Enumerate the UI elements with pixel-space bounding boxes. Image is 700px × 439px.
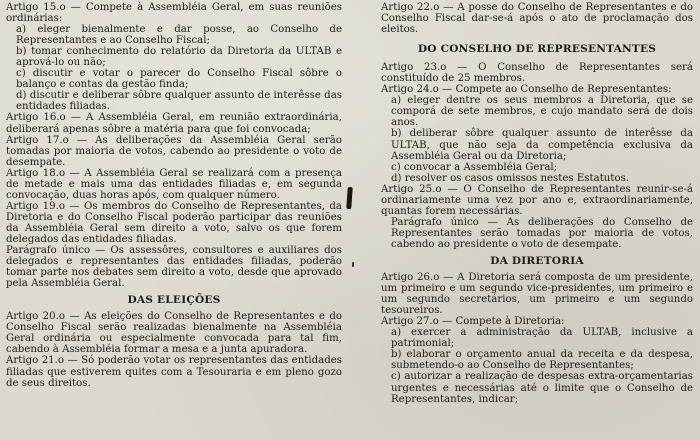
paragraph: Artigo 23.o — O Conselho de Representantes será constituído de 25 membros. bbox=[381, 62, 693, 85]
paragraph: b) deliberar sôbre qualquer assunto de interêsse da ULTAB, que não seja da competência exclusiva da Assembléia Geral ou da Diretoria; bbox=[391, 128, 693, 162]
paragraph: b) elaborar o orçamento anual da receita e da despesa, submetendo-o ao Conselho de Representantes; bbox=[391, 349, 693, 372]
paragraph: d) resolver os casos omissos nestes Estatutos. bbox=[391, 172, 630, 184]
section-heading: DA DIRETORIA bbox=[490, 254, 584, 267]
paragraph: Artigo 22.o — A posse do Conselho de Representantes e do Conselho Fiscal dar-se-á após o ato de proclamação dos eleitos. bbox=[381, 2, 693, 36]
paragraph: a) eleger bienalmente e dar posse, ao Conselho de Representantes e ao Conselho Fiscal; bbox=[16, 24, 342, 47]
paragraph: Artigo 20.o — As eleições do Conselho de Representantes e do Conselho Fiscal serão realizadas bienalmente na Assembléia Geral ordinária ou especialmente convocada para tal fim, cabendo à Assembléia formar a mesa e a junta apuradora. bbox=[6, 311, 342, 356]
paragraph: Artigo 27.o — Compete à Diretoria: bbox=[381, 316, 565, 328]
paragraph: d) discutir e deliberar sôbre qualquer assunto de interêsse das entidades filiadas. bbox=[16, 90, 342, 113]
paragraph: Artigo 21.o — Só poderão votar os representantes das entidades filiadas que estiverem quites com a Tesouraria e em pleno gozo de seus direitos. bbox=[6, 355, 342, 389]
paragraph: c) autorizar a realização de despesas extra-orçamentarias urgentes e necessárias até o limite que o Conselho de Representantes, indicar; bbox=[391, 371, 693, 405]
paragraph: Artigo 19.o — Os membros do Conselho de Representantes, da Diretoria e do Conselho Fiscal poderão participar das reuniões da Assembléia Geral sem direito a voto, salvo os que forem delegados das entidades filiadas. bbox=[6, 200, 342, 245]
left-column bbox=[6, 2, 342, 389]
ink-blot bbox=[346, 187, 353, 209]
paragraph: Artigo 15.o — Compete à Assembléia Geral, em suas reuniões ordinárias: bbox=[6, 2, 342, 25]
paragraph: a) exercer a administração da ULTAB, inclusive a patrimonial; bbox=[391, 327, 693, 350]
paragraph: Artigo 24.o — Compete ao Conselho de Representantes: bbox=[381, 84, 672, 96]
paragraph: Parágrafo único — Os assessôres, consultores e auxiliares dos delegados e representantes das entidades filiadas, poderão tomar parte nos debates sem direito a voto, desde que aprovado pela Assembléia Geral. bbox=[6, 245, 342, 290]
ink-speck bbox=[352, 262, 354, 267]
paragraph: Parágrafo único — As deliberações do Conselho de Representantes serão tomadas por maioria de votos, cabendo ao presidente o voto de desempate. bbox=[391, 216, 693, 250]
right-column bbox=[381, 2, 693, 405]
section-heading: DO CONSELHO DE REPRESENTANTES bbox=[417, 43, 657, 56]
paragraph: a) eleger dentre os seus membros a Diretoria, que se comporá de sete membros, e cujo mandato será de dois anos. bbox=[391, 95, 693, 129]
paragraph: Artigo 18.o — A Assembléia Geral se realizará com a presença de metade e mais uma das entidades filiadas e, em segunda convocação, duas horas após, com qualquer número. bbox=[6, 167, 342, 201]
paragraph: Artigo 25.o — O Conselho de Representantes reunir-se-á ordinariamente uma vez por ano e, extraordinariamente, quantas forem necessárias. bbox=[381, 183, 693, 217]
paragraph: Artigo 26.o — A Diretoria será composta de um presidente, um primeiro e um segundo vice-presidentes, um primeiro e um segundo secretários, um primeiro e um segundo tesoureiros. bbox=[381, 272, 693, 317]
paragraph: Artigo 16.o — A Assembléia Geral, em reunião extraordinária, deliberará apenas sôbre a matéria para que foi convocada; bbox=[6, 112, 342, 135]
paragraph: c) convocar a Assembléia Geral; bbox=[391, 161, 558, 173]
paragraph: Artigo 17.o — As deliberações da Assembléia Geral serão tomadas por maioria de votos, cabendo ao presidente o voto de desempate. bbox=[6, 134, 342, 168]
paragraph: c) discutir e votar o parecer do Conselho Fiscal sôbre o balanço e contas da gestão finda; bbox=[16, 68, 342, 91]
section-heading: DAS ELEIÇÕES bbox=[127, 294, 221, 307]
paragraph: b) tomar conhecimento do relatório da Diretoria da ULTAB e aprová-lo ou não; bbox=[16, 46, 342, 69]
